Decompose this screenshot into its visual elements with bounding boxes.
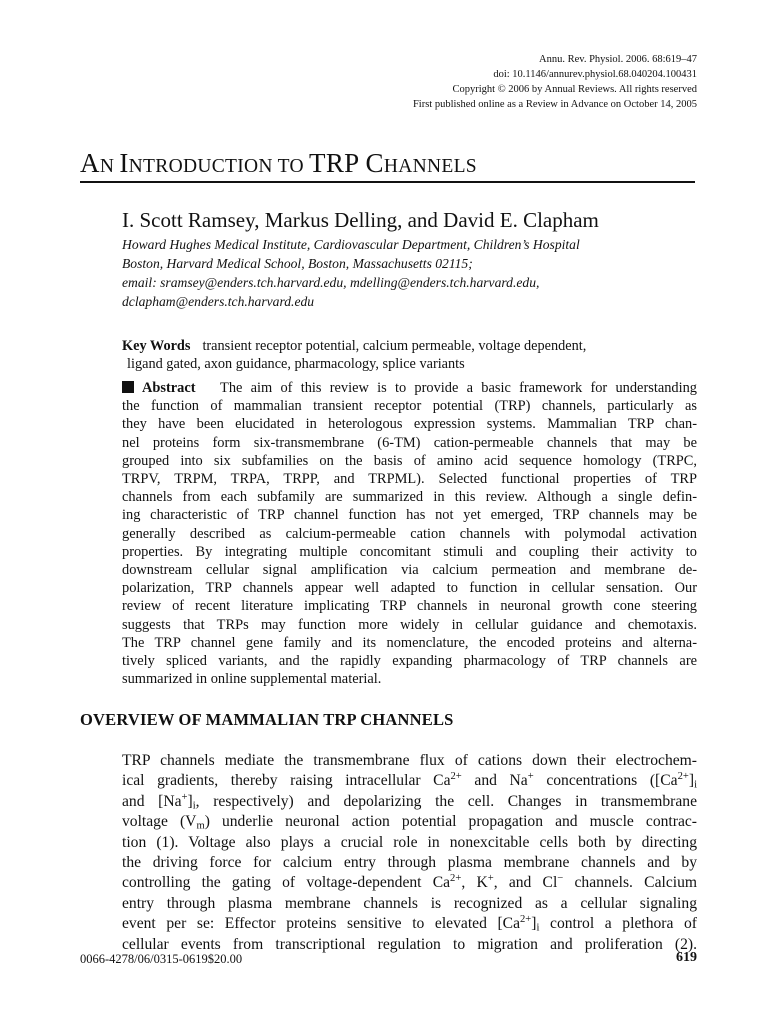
abstract-line: TRPV, TRPM, TRPA, TRPP, and TRPML). Selected functional properties of TRP [122, 471, 697, 488]
copyright-line: Copyright © 2006 by Annual Reviews. All rights reserved [452, 84, 697, 95]
text-run: channels. Calcium [563, 874, 698, 892]
journal-header [413, 52, 697, 112]
article-title [80, 148, 477, 179]
superscript: 2+ [450, 771, 462, 783]
abstract-last-line: summarized in online supplemental material. [122, 671, 382, 688]
body-line [122, 812, 697, 832]
superscript: 2+ [450, 873, 462, 885]
superscript: 2+ [519, 914, 532, 926]
article-code: 0066-4278/06/0315-0619$20.00 [80, 952, 243, 966]
subscript: i [192, 800, 196, 812]
email-line[interactable]: dclapham@enders.tch.harvard.edu [122, 294, 315, 309]
title-part: N [99, 156, 120, 177]
affiliation-line: Howard Hughes Medical Institute, Cardiovascular Department, Children’s Hospital [122, 237, 580, 252]
text-run: ] [187, 792, 193, 810]
text-run: , and Cl [493, 874, 558, 892]
title-part: HANNELS [383, 156, 477, 177]
body-line: the driving force for calcium entry through plasma membrane channels and by [122, 854, 697, 872]
text-run: voltage (V [122, 813, 197, 831]
abstract-line: generally described as calcium-permeable cation channels with polymodal activation [122, 525, 697, 542]
title-part: A [80, 148, 100, 178]
body-line: cellular events from transcriptional regulation to migration and proliferation (2). [122, 935, 697, 953]
body-paragraph [122, 751, 697, 955]
text-run: control a plethora of [539, 915, 697, 933]
text-run: ical gradients, thereby raising intracellular Ca [122, 772, 451, 790]
text-run: ] [688, 772, 695, 790]
abstract-line: properties. By integrating multiple concomitant stimuli and coupling their activity to [122, 543, 697, 560]
abstract-line: grouped into six subfamilies on the basis of amino acid sequence homology (TRPC, [122, 452, 697, 469]
section-heading: OVERVIEW OF MAMMALIAN TRP CHANNELS [80, 710, 454, 729]
abstract-line: polarization, TRP channels appear well adapted to function in cellular sensation. Our [122, 580, 697, 597]
body-line [122, 792, 697, 812]
abstract-line: tively spliced variants, and the rapidly expanding pharmacology of TRP channels are [122, 653, 697, 670]
text-run: , respectively) and depolarizing the cell. Changes in transmembrane [195, 792, 697, 810]
first-published-line: First published online as a Review in Advance on October 14, 2005 [412, 99, 697, 110]
abstract-line: downstream cellular signal amplification via calcium permeation and membrane de- [122, 562, 697, 579]
superscript: + [527, 771, 534, 783]
superscript: − [557, 873, 564, 885]
text-run: ] [531, 915, 537, 933]
abstract-square-icon [122, 381, 134, 393]
page-number: 619 [676, 950, 697, 965]
email-line[interactable]: email: sramsey@enders.tch.harvard.edu, mdelling@enders.tch.harvard.edu, [122, 275, 540, 290]
text-run: and [Na [122, 792, 182, 810]
author-list: I. Scott Ramsey, Markus Delling, and David E. Clapham [122, 208, 599, 232]
text-run: , K [461, 874, 488, 892]
abstract-text: The aim of this review is to provide a basic framework for understanding [220, 380, 697, 396]
body-line: tion (1). Voltage also plays a crucial role in nonexcitable cells both by directing [122, 833, 697, 851]
abstract-line: review of recent literature implicating TRP channels in neuronal growth cone steering [122, 598, 697, 615]
body-line: TRP channels mediate the transmembrane flux of cations down their electrochem- [122, 752, 697, 769]
key-words-label: Key Words [122, 338, 191, 354]
title-part: NTRODUCTION TO [128, 156, 310, 177]
abstract-line: they have been elucidated in heterologous expression systems. Mammalian TRP chan- [122, 416, 697, 433]
abstract-line: The TRP channel gene family and its nomenclature, the encoded proteins and alterna- [122, 634, 697, 651]
text-run: ) underlie neuronal action potential propagation and muscle contrac- [204, 813, 697, 831]
affiliation-block [122, 235, 702, 311]
title-part: TRP [309, 148, 366, 178]
title-part: C [365, 148, 384, 178]
superscript: + [487, 873, 494, 885]
title-part: I [119, 148, 129, 178]
text-run: and Na [461, 772, 528, 790]
superscript: 2+ [677, 771, 689, 783]
abstract-line: channels from each subfamily are summarized in this review. Although a single defin- [122, 489, 697, 506]
subscript: i [694, 780, 698, 792]
abstract-line: ing characteristic of TRP channel function has not yet emerged, TRP channels may be [122, 507, 697, 524]
affiliation-line: Boston, Harvard Medical School, Boston, Massachusetts 02115; [122, 256, 473, 271]
journal-citation: Annu. Rev. Physiol. 2006. 68:619–47 [539, 54, 697, 65]
abstract-first-line [122, 379, 697, 397]
text-run: event per se: Effector proteins sensitive to elevated [Ca [122, 915, 520, 933]
body-line: entry through plasma membrane channels is recognized as a cellular signaling [122, 894, 697, 912]
body-line [122, 914, 697, 934]
key-words-text: transient receptor potential, calcium permeable, voltage dependent, [202, 338, 587, 354]
abstract [122, 379, 697, 688]
abstract-line: suggests that TRPs may function more widely in cellular guidance and chemotaxis. [122, 616, 697, 633]
key-words-text: ligand gated, axon guidance, pharmacology, splice variants [127, 356, 465, 372]
body-line [122, 771, 697, 791]
body-line [122, 873, 697, 893]
abstract-line: the function of mammalian transient receptor potential (TRP) channels, particularly as [122, 398, 697, 415]
abstract-line: nel proteins form six-transmembrane (6-TM) cation-permeable channels that may be [122, 434, 697, 451]
abstract-label: Abstract [142, 380, 196, 396]
title-rule [80, 181, 695, 183]
subscript: m [196, 820, 205, 832]
text-run: controlling the gating of voltage-dependent Ca [122, 874, 451, 892]
superscript: + [181, 791, 188, 803]
key-words [122, 337, 697, 373]
subscript: i [536, 922, 540, 934]
text-run: concentrations ([Ca [533, 772, 678, 790]
doi-line[interactable]: doi: 10.1146/annurev.physiol.68.040204.100431 [493, 69, 697, 80]
